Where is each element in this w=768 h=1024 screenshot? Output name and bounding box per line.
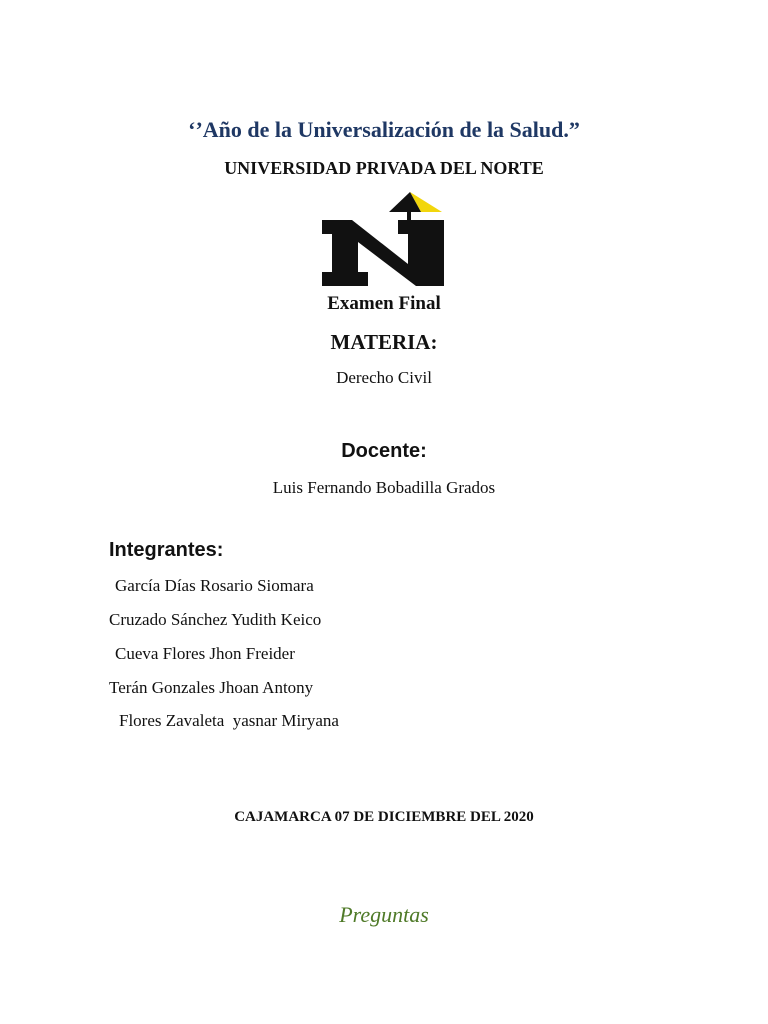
member-item: García Días Rosario Siomara [115,576,314,595]
university-name: UNIVERSIDAD PRIVADA DEL NORTE [224,158,544,178]
exam-title: Examen Final [327,293,441,314]
motto-title: ‘’Año de la Universalización de la Salud.” [188,117,580,142]
questions-heading: Preguntas [339,902,429,927]
place-date: CAJAMARCA 07 DE DICIEMBRE DEL 2020 [234,809,534,825]
members-heading: Integrantes: [109,539,224,561]
member-item: Terán Gonzales Jhoan Antony [109,678,314,697]
teacher-name: Luis Fernando Bobadilla Grados [272,478,496,497]
subject-value: Derecho Civil [336,368,432,387]
teacher-heading: Docente: [341,440,427,462]
member-item: Cruzado Sánchez Yudith Keico [109,610,322,629]
upn-logo-icon [318,192,444,286]
member-item: Cueva Flores Jhon Freider [115,644,295,663]
subject-heading: MATERIA: [330,330,438,354]
member-item: Flores Zavaleta yasnar Miryana [119,711,339,730]
